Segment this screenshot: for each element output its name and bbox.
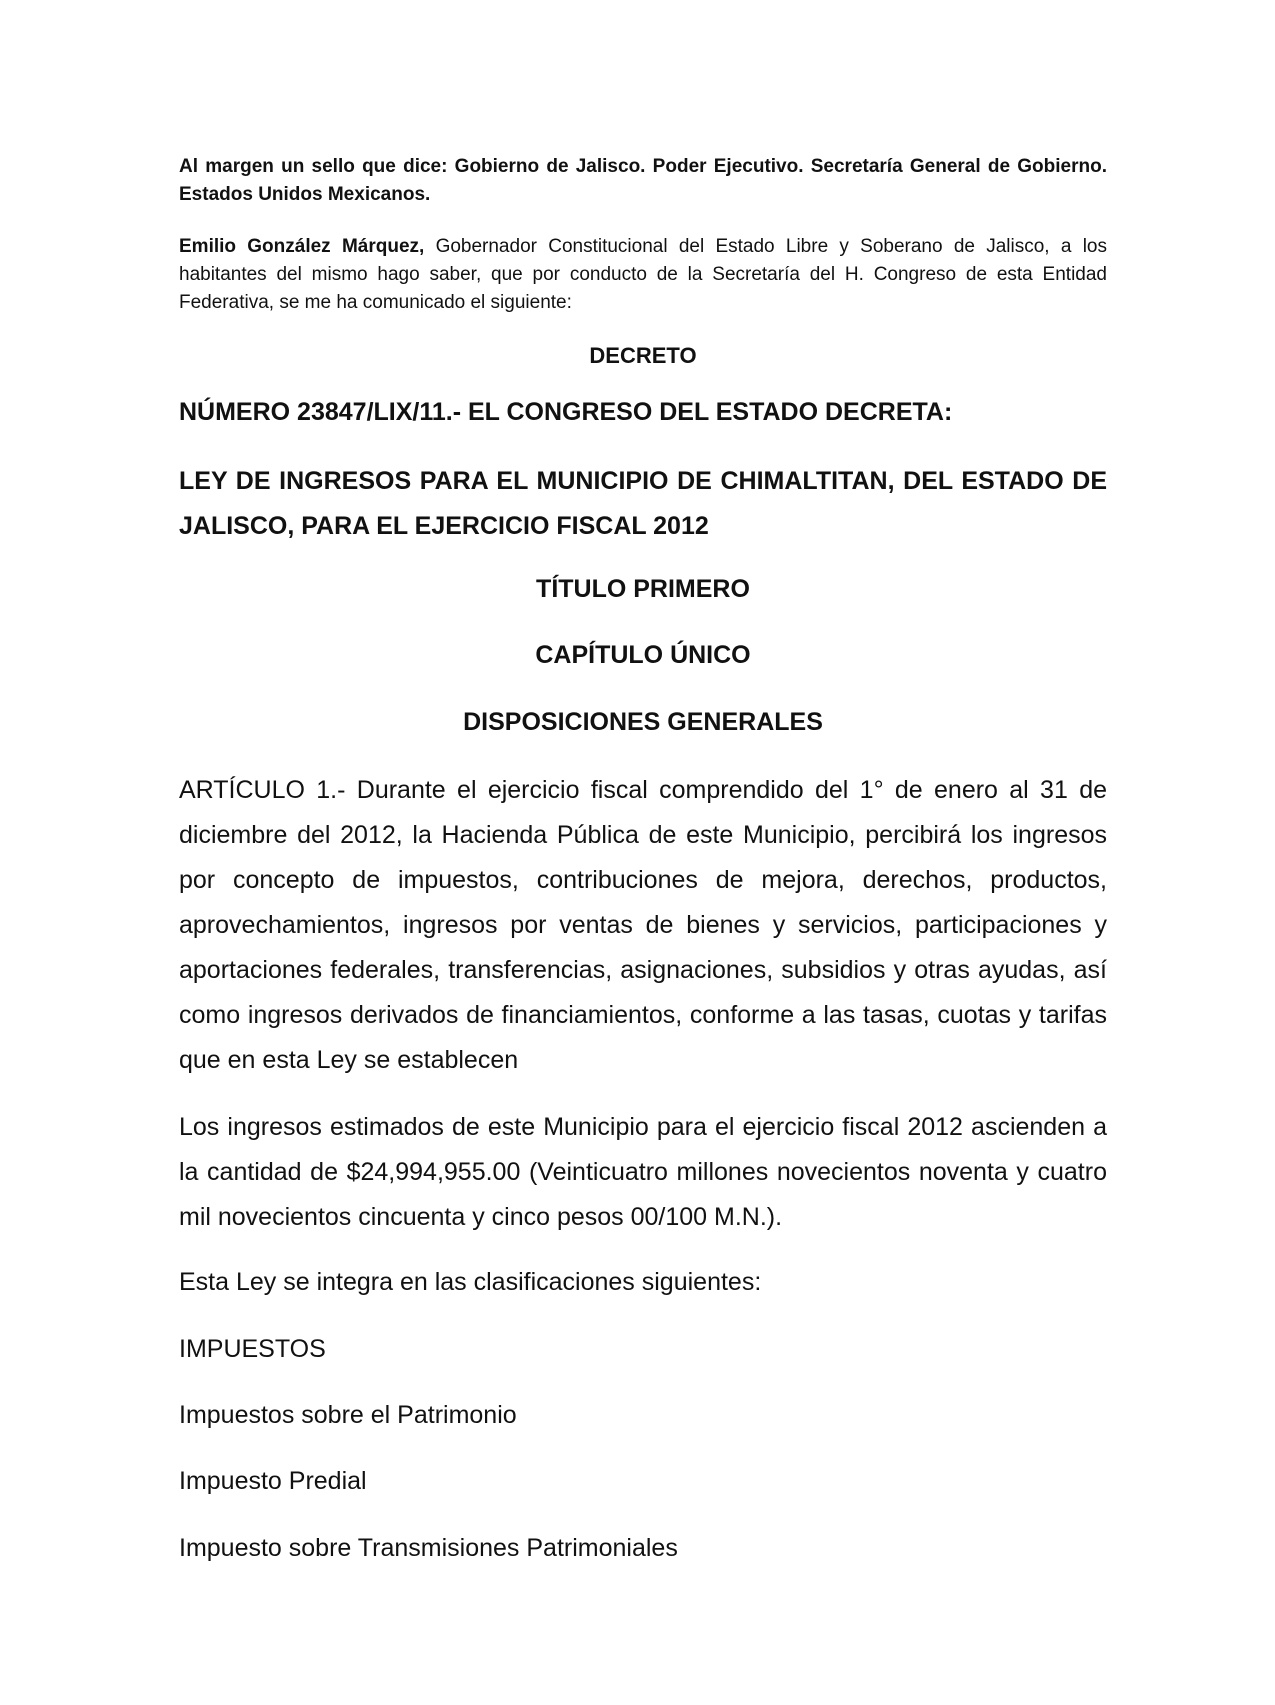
classification-item: Impuesto Predial bbox=[179, 1467, 367, 1495]
classification-item: Impuestos sobre el Patrimonio bbox=[179, 1401, 517, 1429]
law-title: LEY DE INGRESOS PARA EL MUNICIPIO DE CHIMALTITAN, DEL ESTADO DE JALISCO, PARA EL EJERCICIO FISCAL 2012 bbox=[179, 467, 1107, 540]
intro-paragraph bbox=[179, 233, 1107, 317]
classification-intro: Esta Ley se integra en las clasificaciones siguientes: bbox=[179, 1268, 762, 1296]
classification-item: IMPUESTOS bbox=[179, 1335, 326, 1363]
title-heading: TÍTULO PRIMERO bbox=[536, 575, 750, 603]
seal-paragraph: Al margen un sello que dice: Gobierno de Jalisco. Poder Ejecutivo. Secretaría General de Gobierno. Estados Unidos Mexicanos. bbox=[179, 156, 1107, 205]
governor-name: Emilio González Márquez, bbox=[179, 236, 425, 257]
chapter-heading: CAPÍTULO ÚNICO bbox=[535, 641, 751, 669]
estimated-income-paragraph: Los ingresos estimados de este Municipio para el ejercicio fiscal 2012 ascienden a la cantidad de $24,994,955.00 (Veinticuatro millones novecientos noventa y cuatro mil novecientos cincuenta y cinco pesos 00/100 M.N.). bbox=[179, 1113, 1107, 1231]
section-heading: DISPOSICIONES GENERALES bbox=[463, 708, 823, 736]
article-1-paragraph: ARTÍCULO 1.- Durante el ejercicio fiscal comprendido del 1° de enero al 31 de diciembre del 2012, la Hacienda Pública de este Municipio, percibirá los ingresos por concepto de impuestos, contribuciones de mejora, derechos, productos, aprovechamientos, ingresos por ventas de bienes y servicios, participaciones y aportaciones federales, transferencias, asignaciones, subsidios y otras ayudas, así como ingresos derivados de financiamientos, conforme a las tasas, cuotas y tarifas que en esta Ley se establecen bbox=[179, 776, 1107, 1074]
document-page bbox=[179, 0, 1107, 1705]
intro-text: Gobernador Constitucional del Estado Libre y Soberano de Jalisco, a los habitantes del mismo hago saber, que por conducto de la Secretaría del H. Congreso de esta Entidad Federativa, se me ha comunicado el siguiente: bbox=[179, 236, 1107, 313]
classification-item: Impuesto sobre Transmisiones Patrimoniales bbox=[179, 1534, 678, 1562]
decreto-heading: DECRETO bbox=[589, 343, 697, 368]
decree-number-heading: NÚMERO 23847/LIX/11.- EL CONGRESO DEL ESTADO DECRETA: bbox=[179, 398, 953, 426]
